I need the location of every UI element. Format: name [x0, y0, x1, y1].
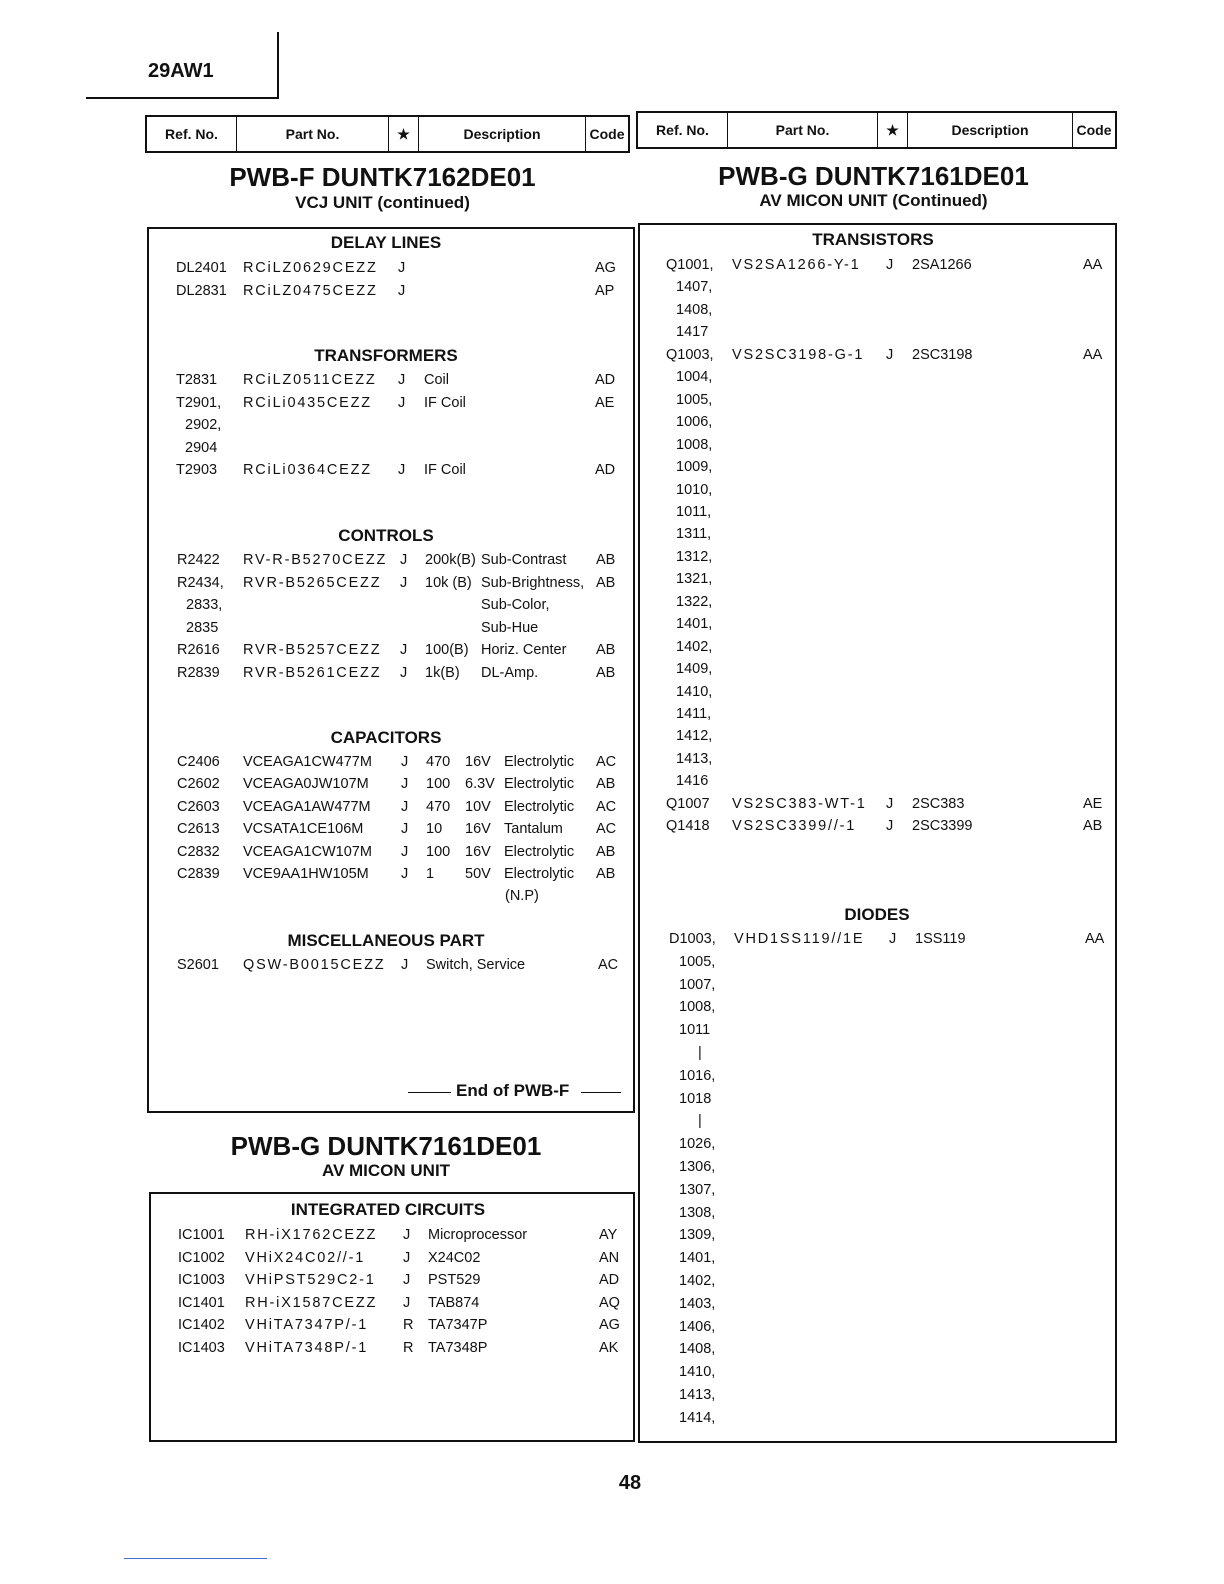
ref-no: Q1418 — [666, 818, 710, 835]
star-mark: J — [889, 931, 897, 947]
description: Electrolytic — [504, 754, 575, 770]
table-row — [0, 501, 1224, 524]
ref-no: 1410, — [679, 1364, 716, 1381]
part-no: VS2SA1266-Y-1 — [732, 257, 861, 273]
part-no: VCEAGA1CW477M — [243, 754, 372, 770]
ref-no: 1402, — [676, 638, 713, 655]
price-code: AB — [596, 574, 616, 591]
table-row — [0, 1407, 1224, 1430]
ref-no: 1004, — [676, 369, 713, 386]
table-row — [0, 389, 1224, 412]
ref-no: D1003, — [669, 931, 716, 947]
value: 100 — [426, 776, 451, 793]
cap-non-polar-note: (N.P) — [505, 888, 539, 904]
star-mark: R — [403, 1317, 414, 1334]
end-of-pwbf: End of PWB-F — [456, 1081, 570, 1100]
ref-no: 1413, — [679, 1387, 716, 1403]
star-mark: J — [401, 776, 409, 793]
header-ref-no: Ref. No. — [638, 113, 728, 147]
description: TA7348P — [428, 1340, 488, 1356]
voltage: 16V — [465, 821, 491, 838]
value: 1 — [426, 866, 435, 882]
star-mark: J — [400, 574, 408, 591]
description: Electrolytic — [504, 843, 575, 860]
table-row — [0, 658, 1224, 681]
price-code: AY — [599, 1227, 618, 1243]
price-code: AP — [595, 283, 615, 299]
ref-no: IC1401 — [178, 1294, 225, 1311]
table-row — [0, 1202, 1224, 1225]
price-code: AC — [596, 798, 617, 815]
table-row — [0, 411, 1224, 434]
ref-no: 1005, — [676, 391, 713, 408]
star-mark: J — [398, 394, 406, 411]
description: 2SC383 — [912, 795, 965, 812]
ref-no: 1306, — [679, 1159, 716, 1175]
ref-no: 1307, — [679, 1181, 716, 1198]
description: Sub-Contrast — [481, 552, 567, 568]
ref-no: 2835 — [186, 619, 219, 636]
part-no: RH-iX1587CEZZ — [245, 1294, 378, 1311]
voltage: 50V — [465, 866, 491, 882]
price-code: AB — [1083, 818, 1103, 835]
star-mark: J — [403, 1227, 411, 1243]
ref-no: 1008, — [676, 436, 713, 453]
price-code: AC — [596, 754, 617, 770]
page-number: 48 — [618, 1472, 642, 1494]
description: Switch, Service — [426, 957, 526, 973]
ref-no: 1416 — [676, 773, 709, 790]
model-number: 29AW1 — [148, 60, 214, 82]
table-row — [0, 321, 1224, 344]
part-no: VCE9AA1HW105M — [243, 866, 369, 882]
part-no: RVR-B5265CEZZ — [243, 574, 382, 591]
price-code: AG — [595, 260, 616, 276]
star-mark: J — [398, 260, 406, 276]
part-no: VS2SC383-WT-1 — [732, 795, 867, 812]
table-row — [0, 523, 1224, 546]
price-code: AC — [598, 957, 619, 973]
table-row — [0, 770, 1224, 793]
price-code: AB — [596, 552, 616, 568]
ref-no: 1309, — [679, 1227, 716, 1244]
part-no: RV-R-B5270CEZZ — [243, 552, 388, 568]
ref-no: | — [698, 1113, 702, 1130]
table-row — [0, 1384, 1224, 1407]
ref-no: DL2401 — [176, 260, 227, 276]
star-mark: J — [398, 462, 406, 478]
description: TA7347P — [428, 1317, 488, 1334]
header-part-no: Part No. — [728, 113, 878, 147]
star-mark: J — [886, 346, 894, 363]
ref-no: 2904 — [185, 439, 218, 456]
price-code: AB — [596, 843, 616, 860]
voltage: 6.3V — [465, 776, 495, 793]
value: 200k(B) — [425, 552, 476, 568]
table-row — [0, 546, 1224, 569]
table-row — [0, 434, 1224, 457]
pwbg-subtitle-right: AV MICON UNIT (Continued) — [759, 191, 988, 210]
header-description: Description — [908, 113, 1073, 147]
part-no: RCiLi0364CEZZ — [243, 462, 372, 478]
ref-no: 1409, — [676, 661, 713, 678]
ref-no: 1312, — [676, 548, 713, 565]
table-row — [0, 1338, 1224, 1361]
ref-no: C2839 — [177, 866, 220, 882]
category-misc-part: MISCELLANEOUS PART — [287, 931, 485, 950]
ref-no: R2422 — [177, 552, 220, 568]
ref-no: 1408, — [676, 301, 713, 318]
table-row — [0, 636, 1224, 659]
part-no: RH-iX1762CEZZ — [245, 1227, 378, 1243]
table-row — [0, 479, 1224, 502]
ref-no: IC1003 — [178, 1272, 225, 1289]
table-row — [0, 1110, 1224, 1133]
ref-no: 1016, — [679, 1067, 716, 1084]
pwbg-title-left: PWB-G DUNTK7161DE01 — [230, 1131, 542, 1161]
table-row — [0, 1270, 1224, 1293]
table-row — [0, 568, 1224, 591]
model-divider-horizontal — [86, 97, 279, 99]
ref-no: R2616 — [177, 642, 220, 659]
description: Sub-Color, — [481, 597, 550, 614]
ref-no: Q1003, — [666, 346, 714, 363]
ref-no: 1026, — [679, 1136, 716, 1153]
voltage: 16V — [465, 843, 491, 860]
ref-no: 1018 — [679, 1090, 712, 1107]
ref-no: 1401, — [676, 616, 713, 633]
star-mark: J — [401, 821, 409, 838]
part-no: VHD1SS119//1E — [734, 931, 865, 947]
part-no: VS2SC3198-G-1 — [732, 346, 865, 363]
table-row — [0, 793, 1224, 816]
star-mark: J — [400, 552, 408, 568]
description: 2SC3399 — [912, 818, 973, 835]
ref-no: 1011, — [676, 503, 712, 520]
description: TAB874 — [428, 1294, 480, 1311]
category-delay-lines: DELAY LINES — [330, 233, 442, 252]
right-column-header — [636, 111, 1117, 149]
ref-no: T2831 — [176, 372, 218, 388]
description: DL-Amp. — [481, 665, 539, 681]
ref-no: 1403, — [679, 1295, 716, 1312]
star-mark: J — [398, 372, 406, 388]
description: 2SA1266 — [912, 257, 972, 273]
value: 470 — [426, 754, 451, 770]
value: 10 — [426, 821, 443, 838]
ref-no: 1007, — [679, 976, 716, 993]
part-no: RCiLZ0629CEZZ — [243, 260, 378, 276]
price-code: AA — [1085, 931, 1105, 947]
price-code: AA — [1083, 257, 1103, 273]
header-part-no: Part No. — [237, 117, 389, 151]
ref-no: C2603 — [177, 798, 220, 815]
ref-no: 1414, — [679, 1409, 716, 1426]
ref-no: DL2831 — [176, 283, 227, 299]
price-code: AE — [595, 394, 615, 411]
table-row — [0, 1247, 1224, 1270]
voltage: 10V — [465, 798, 491, 815]
header-description: Description — [419, 117, 586, 151]
header-ref-no: Ref. No. — [147, 117, 237, 151]
ref-no: T2901, — [176, 394, 222, 411]
price-code: AQ — [599, 1294, 620, 1311]
price-code: AK — [599, 1340, 619, 1356]
description: PST529 — [428, 1272, 481, 1289]
ref-no: 1413, — [676, 750, 713, 767]
description: Electrolytic — [504, 866, 575, 882]
star-mark: R — [403, 1340, 414, 1356]
category-transformers: TRANSFORMERS — [314, 346, 458, 365]
price-code: AB — [596, 776, 616, 793]
value: 100 — [426, 843, 451, 860]
footer-rule — [124, 1558, 267, 1559]
star-mark: J — [886, 257, 894, 273]
star-mark: J — [401, 843, 409, 860]
star-mark: J — [403, 1294, 411, 1311]
table-row — [0, 276, 1224, 299]
ref-no: C2406 — [177, 754, 220, 770]
table-row — [0, 366, 1224, 389]
header-star: ★ — [878, 113, 908, 147]
star-mark: J — [401, 866, 409, 882]
price-code: AD — [595, 372, 616, 388]
price-code: AN — [599, 1249, 620, 1266]
table-row — [0, 1316, 1224, 1339]
table-row — [0, 1224, 1224, 1247]
star-mark: J — [401, 957, 409, 973]
model-divider-vertical — [277, 32, 279, 99]
ref-no: C2602 — [177, 776, 220, 793]
price-code: AC — [596, 821, 617, 838]
ref-no: Q1001, — [666, 257, 714, 273]
ref-no: 1401, — [679, 1250, 716, 1267]
category-diodes: DIODES — [844, 905, 910, 924]
star-mark: J — [403, 1272, 411, 1289]
ref-no: IC1001 — [178, 1227, 225, 1243]
ref-no: 1311, — [676, 526, 712, 543]
part-no: VHiX24C02//-1 — [245, 1249, 366, 1266]
left-column-header — [145, 115, 630, 153]
category-capacitors: CAPACITORS — [330, 728, 442, 747]
description: IF Coil — [424, 462, 466, 478]
table-row — [0, 1042, 1224, 1065]
star-mark: J — [401, 798, 409, 815]
pwbf-title: PWB-F DUNTK7162DE01 — [229, 162, 536, 192]
part-no: RCiLZ0475CEZZ — [243, 283, 378, 299]
table-row — [0, 254, 1224, 277]
part-no: VS2SC3399//-1 — [732, 818, 857, 835]
table-row — [0, 344, 1224, 367]
description: Sub-Brightness, — [481, 574, 585, 591]
ref-no: IC1002 — [178, 1249, 225, 1266]
ref-no: 2902, — [185, 417, 222, 433]
table-row — [0, 1361, 1224, 1384]
table-row — [0, 815, 1224, 838]
header-code: Code — [589, 126, 625, 142]
ref-no: 1406, — [679, 1318, 716, 1335]
part-no: VHiPST529C2-1 — [245, 1272, 376, 1289]
description: Coil — [424, 372, 449, 388]
star-mark: J — [398, 283, 406, 299]
category-controls: CONTROLS — [338, 526, 434, 545]
ref-no: 1408, — [679, 1341, 716, 1358]
ref-no: 1412, — [676, 728, 713, 745]
price-code: AD — [595, 462, 616, 478]
ref-no: 1005, — [679, 953, 716, 970]
table-row — [0, 1065, 1224, 1088]
star-mark: J — [400, 642, 408, 659]
table-row — [0, 591, 1224, 614]
description: Tantalum — [504, 821, 563, 838]
ref-no: R2434, — [177, 574, 224, 591]
category-transistors: TRANSISTORS — [812, 230, 934, 249]
description: 2SC3198 — [912, 346, 973, 363]
ref-no: 1322, — [676, 593, 713, 610]
ref-no: 1407, — [676, 279, 713, 296]
table-row — [0, 1019, 1224, 1042]
part-no: VCEAGA1AW477M — [243, 798, 371, 815]
ref-no: 1006, — [676, 414, 713, 431]
price-code: AE — [1083, 795, 1103, 812]
part-no: VHiTA7347P/-1 — [245, 1317, 369, 1334]
price-code: AG — [599, 1317, 620, 1334]
table-row — [0, 1179, 1224, 1202]
ref-no: 1402, — [679, 1273, 716, 1289]
part-no: RVR-B5257CEZZ — [243, 642, 382, 659]
ref-no: | — [698, 1045, 702, 1061]
part-no: RCiLi0435CEZZ — [243, 394, 372, 411]
ref-no: C2613 — [177, 821, 220, 838]
star-mark: J — [403, 1249, 411, 1266]
value: 10k (B) — [425, 574, 472, 591]
star-mark: J — [886, 795, 894, 812]
category-integrated-circuits: INTEGRATED CIRCUITS — [290, 1200, 486, 1219]
table-row — [0, 974, 1224, 997]
table-row — [0, 1293, 1224, 1316]
part-no: VHiTA7348P/-1 — [245, 1340, 369, 1356]
price-code: AB — [596, 866, 616, 882]
ref-no: 2833, — [186, 597, 223, 614]
description: Horiz. Center — [481, 642, 567, 659]
price-code: AB — [596, 642, 616, 659]
price-code: AB — [596, 665, 616, 681]
table-row — [0, 951, 1224, 974]
table-row — [0, 928, 1224, 951]
pwbf-subtitle: VCJ UNIT (continued) — [295, 193, 470, 212]
table-row — [0, 299, 1224, 322]
description: Sub-Hue — [481, 619, 539, 636]
table-row — [0, 703, 1224, 726]
header-star: ★ — [389, 117, 419, 151]
star-mark: J — [401, 754, 409, 770]
ref-no: T2903 — [176, 462, 218, 478]
table-row — [0, 456, 1224, 479]
table-row — [0, 1156, 1224, 1179]
part-no: VCSATA1CE106M — [243, 821, 364, 838]
pwbg-subtitle-left: AV MICON UNIT — [321, 1161, 451, 1180]
description: Electrolytic — [504, 776, 575, 793]
table-row — [0, 996, 1224, 1019]
ref-no: 1008, — [679, 999, 716, 1016]
part-no: RVR-B5261CEZZ — [243, 665, 382, 681]
star-mark: J — [886, 818, 894, 835]
description: X24C02 — [428, 1249, 481, 1266]
ref-no: 1410, — [676, 683, 713, 700]
table-row — [0, 748, 1224, 771]
part-no: VCEAGA0JW107M — [243, 776, 369, 793]
voltage: 16V — [465, 754, 491, 770]
ref-no: 1321, — [676, 571, 713, 588]
ref-no: Q1007 — [666, 795, 710, 812]
value: 1k(B) — [425, 665, 460, 681]
ref-no: 1308, — [679, 1204, 716, 1221]
description: Microprocessor — [428, 1227, 528, 1243]
ref-no: S2601 — [177, 957, 219, 973]
table-row — [0, 1133, 1224, 1156]
ref-no: IC1402 — [178, 1317, 225, 1334]
pwbg-title-right: PWB-G DUNTK7161DE01 — [718, 161, 1029, 191]
header-code: Code — [1076, 122, 1112, 138]
ref-no: IC1403 — [178, 1340, 225, 1356]
table-row — [0, 613, 1224, 636]
star-mark: J — [400, 665, 408, 681]
ref-no: R2839 — [177, 665, 220, 681]
part-no: RCiLZ0511CEZZ — [243, 372, 377, 388]
value: 470 — [426, 798, 451, 815]
table-row — [0, 725, 1224, 748]
description: IF Coil — [424, 394, 466, 411]
part-no: QSW-B0015CEZZ — [243, 957, 386, 973]
price-code: AA — [1083, 346, 1103, 363]
ref-no: C2832 — [177, 843, 220, 860]
price-code: AD — [599, 1272, 620, 1289]
description: Electrolytic — [504, 798, 575, 815]
description: 1SS119 — [915, 931, 966, 947]
ref-no: 1417 — [676, 324, 709, 341]
ref-no: 1411, — [676, 706, 712, 722]
ref-no: 1009, — [676, 459, 713, 476]
table-row — [0, 681, 1224, 704]
ref-no: 1010, — [676, 481, 713, 498]
table-row — [0, 1088, 1224, 1111]
value: 100(B) — [425, 642, 469, 659]
ref-no: 1011 — [679, 1022, 711, 1039]
part-no: VCEAGA1CW107M — [243, 843, 372, 860]
